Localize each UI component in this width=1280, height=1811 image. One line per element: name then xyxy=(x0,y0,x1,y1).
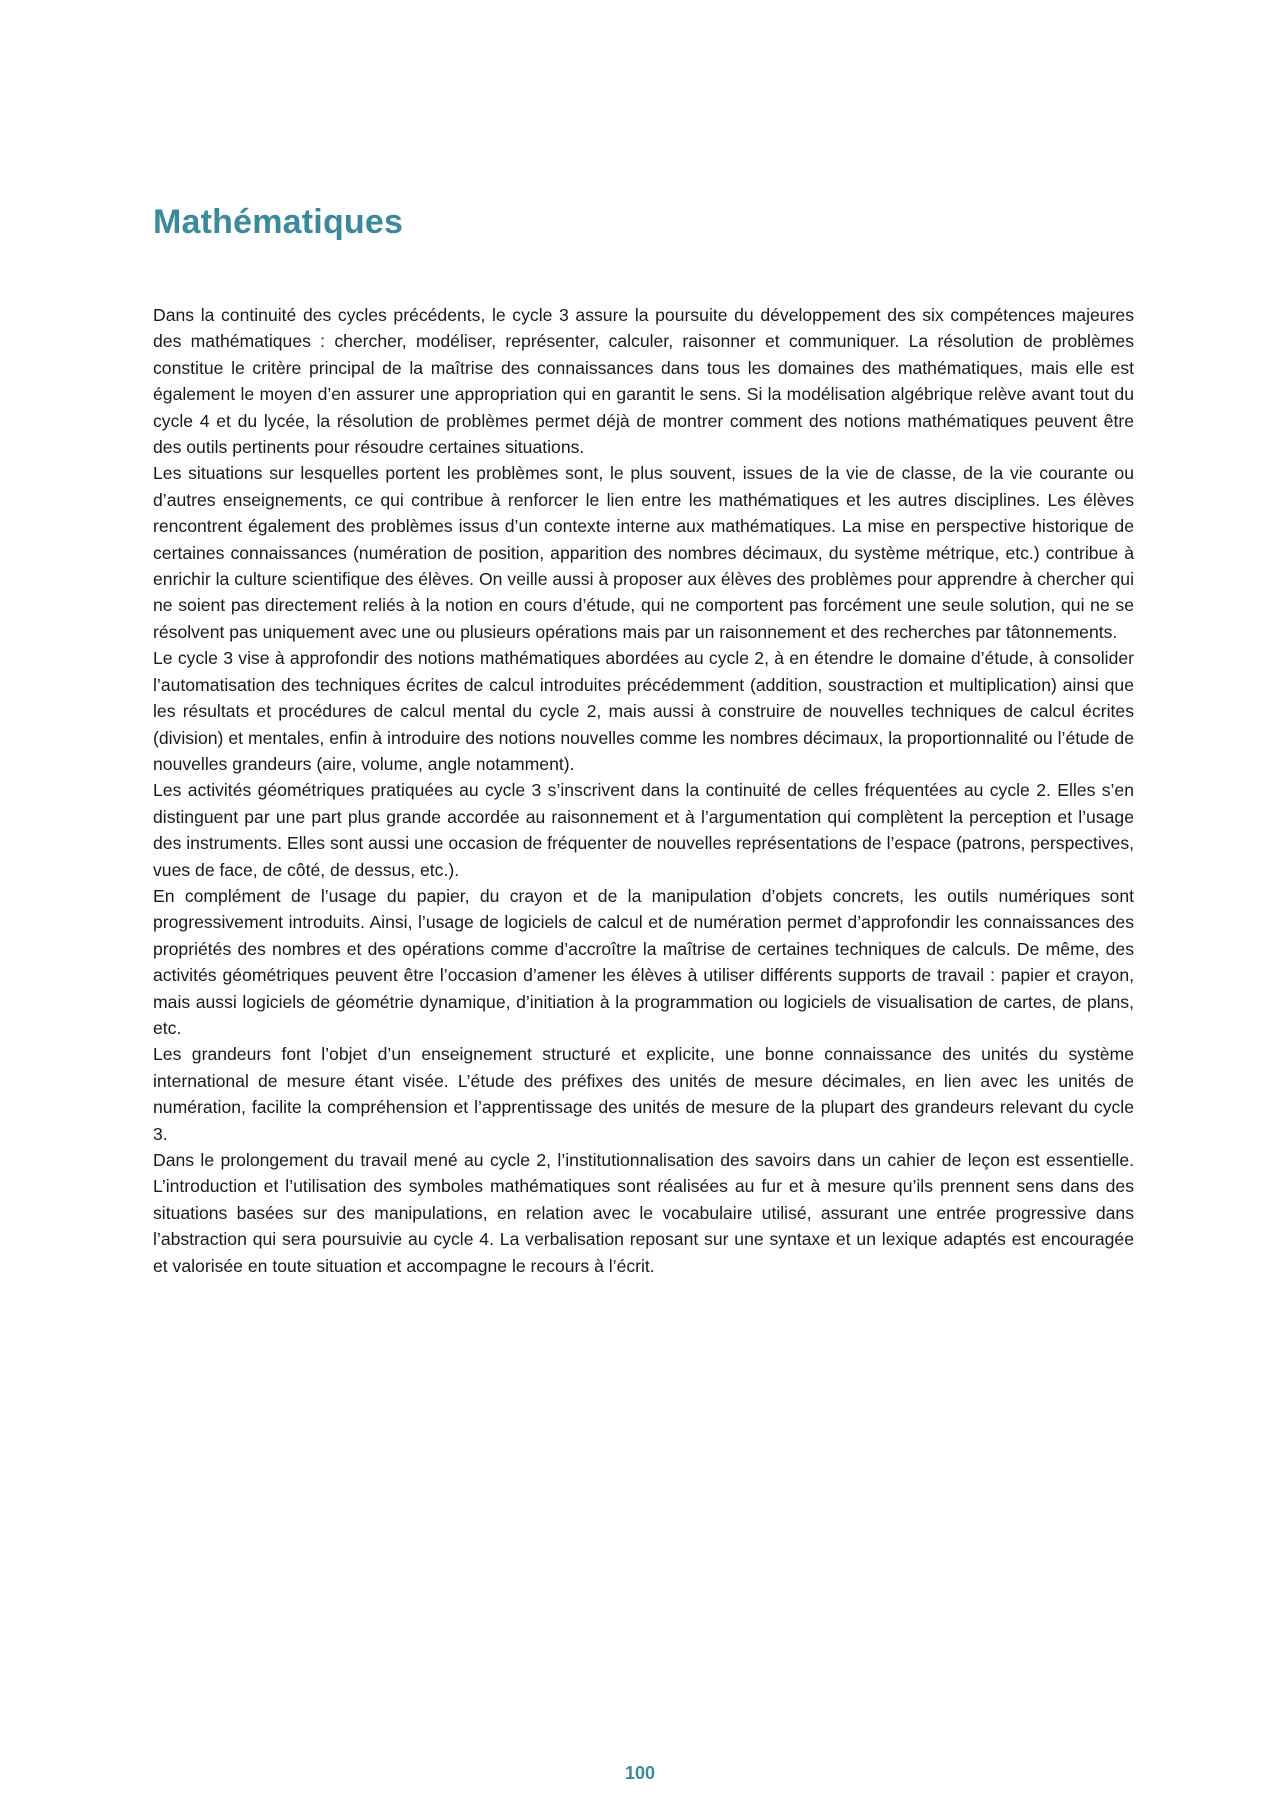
paragraph: Les situations sur lesquelles portent les problèmes sont, le plus souvent, issues de la vie de classe, de la vie courante ou d’autres enseignements, ce qui contribue à renforcer le lien entre les mathématiques et les autres disciplines. Les élèves rencontrent également des problèmes issus d’un contexte interne aux mathématiques. La mise en perspective historique de certaines connaissances (numération de position, apparition des nombres décimaux, du système métrique, etc.) contribue à enrichir la culture scientifique des élèves. On veille aussi à proposer aux élèves des problèmes pour apprendre à chercher qui ne soient pas directement reliés à la notion en cours d’étude, qui ne comportent pas forcément une seule solution, qui ne se résolvent pas uniquement avec une ou plusieurs opérations mais par un raisonnement et des recherches par tâtonnements. xyxy=(153,463,1134,642)
page-number: 100 xyxy=(624,1763,656,1783)
paragraph: Les activités géométriques pratiquées au cycle 3 s’inscrivent dans la continuité de celles fréquentées au cycle 2. Elles s’en distinguent par une part plus grande accordée au raisonnement et à l’argumentation qui complètent la perception et l’usage des instruments. Elles sont aussi une occasion de fréquenter de nouvelles représentations de l’espace (patrons, perspectives, vues de face, de côté, de dessus, etc.). xyxy=(153,780,1134,880)
paragraph: Les grandeurs font l’objet d’un enseignement structuré et explicite, une bonne connaissance des unités du système international de mesure étant visée. L’étude des préfixes des unités de mesure décimales, en lien avec les unités de numération, facilite la compréhension et l’apprentissage des unités de mesure de la plupart des grandeurs relevant du cycle 3. xyxy=(153,1044,1134,1144)
paragraph: Dans la continuité des cycles précédents, le cycle 3 assure la poursuite du développement des six compétences majeures des mathématiques : chercher, modéliser, représenter, calculer, raisonner et communiquer. La résolution de problèmes constitue le critère principal de la maîtrise des connaissances dans tous les domaines des mathématiques, mais elle est également le moyen d’en assurer une appropriation qui en garantit le sens. Si la modélisation algébrique relève avant tout du cycle 4 et du lycée, la résolution de problèmes permet déjà de montrer comment des notions mathématiques peuvent être des outils pertinents pour résoudre certaines situations. xyxy=(153,305,1134,458)
body-text xyxy=(153,302,1134,1279)
paragraph: En complément de l’usage du papier, du crayon et de la manipulation d’objets concrets, les outils numériques sont progressivement introduits. Ainsi, l’usage de logiciels de calcul et de numération permet d’approfondir les connaissances des propriétés des nombres et des opérations comme d’accroître la maîtrise de certaines techniques de calculs. De même, des activités géométriques peuvent être l’occasion d’amener les élèves à utiliser différents supports de travail : papier et crayon, mais aussi logiciels de géométrie dynamique, d’initiation à la programmation ou logiciels de visualisation de cartes, de plans, etc. xyxy=(153,885,1134,1038)
paragraph: Le cycle 3 vise à approfondir des notions mathématiques abordées au cycle 2, à en étendre le domaine d’étude, à consolider l’automatisation des techniques écrites de calcul introduites précédemment (addition, soustraction et multiplication) ainsi que les résultats et procédures de calcul mental du cycle 2, mais aussi à construire de nouvelles techniques de calcul écrites (division) et mentales, enfin à introduire des notions nouvelles comme les nombres décimaux, la proportionnalité ou l’étude de nouvelles grandeurs (aire, volume, angle notamment). xyxy=(153,648,1134,774)
page-title: Mathématiques xyxy=(153,203,404,241)
paragraph: Dans le prolongement du travail mené au cycle 2, l’institutionnalisation des savoirs dans un cahier de leçon est essentielle. L’introduction et l’utilisation des symboles mathématiques sont réalisées au fur et à mesure qu’ils prennent sens dans des situations basées sur des manipulations, en relation avec le vocabulaire utilisé, assurant une entrée progressive dans l’abstraction qui sera poursuivie au cycle 4. La verbalisation reposant sur une syntaxe et un lexique adaptés est encouragée et valorisée en toute situation et accompagne le recours à l’écrit. xyxy=(153,1150,1134,1276)
